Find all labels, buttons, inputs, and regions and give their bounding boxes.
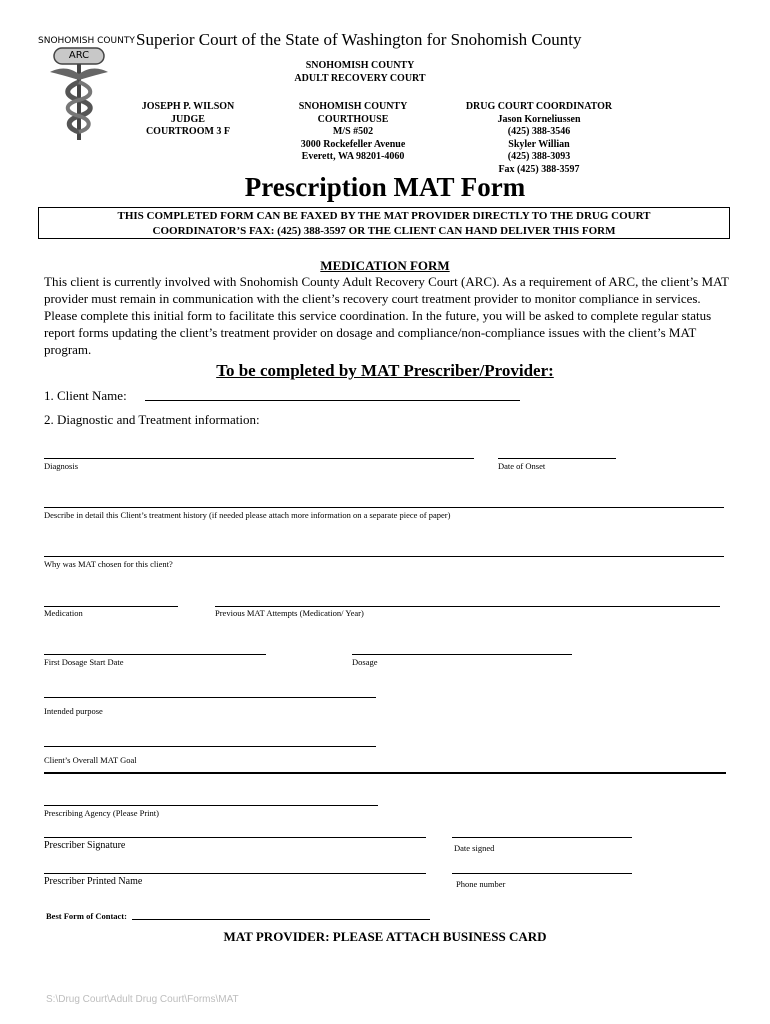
- coordinator-phone1: (425) 388-3546: [507, 126, 571, 137]
- county-line1: SNOHOMISH COUNTY: [305, 60, 415, 71]
- treatment-history-label: Describe in detail this Client’s treatment history (if needed please attach more information on a separate piece of paper): [44, 510, 451, 520]
- date-of-onset-field[interactable]: [498, 458, 616, 459]
- phone-number-label: Phone number: [456, 879, 506, 889]
- intended-purpose-label: Intended purpose: [44, 706, 103, 716]
- prescriber-signature-field[interactable]: [44, 837, 426, 838]
- section-divider: [44, 772, 726, 774]
- best-contact-row: [46, 911, 127, 921]
- judge-block: [128, 101, 248, 139]
- coordinator-block: [454, 101, 624, 176]
- previous-attempts-label: Previous MAT Attempts (Medication/ Year): [215, 608, 364, 618]
- courthouse-block: [268, 101, 438, 164]
- best-contact-field[interactable]: [132, 919, 430, 920]
- diagnostic-label: 2. Diagnostic and Treatment information:: [44, 412, 260, 427]
- prescriber-printed-name-label: Prescriber Printed Name: [44, 876, 143, 887]
- medication-form-intro: This client is currently involved with Snohomish County Adult Recovery Court (ARC). As a requirement of ARC, the client’s MAT provider must remain in communication with the client’s recovery court treatment provider to monitor compliance in services. Please complete this initial form to facilitate this service coordination. In the future, you will be asked to complete regular status report forms updating the client’s treatment provider on dosage and compliance/non-compliance issues with the client’s MAT program.: [44, 274, 729, 357]
- diagnosis-label: Diagnosis: [44, 461, 78, 471]
- treatment-history-field[interactable]: [44, 507, 724, 508]
- overall-goal-field[interactable]: [44, 746, 376, 747]
- arc-logo: [38, 36, 135, 144]
- logo-arc-text: ARC: [68, 50, 90, 61]
- county-line2: ADULT RECOVERY COURT: [294, 72, 426, 84]
- court-title: Superior Court of the State of Washington for Snohomish County: [136, 30, 582, 49]
- courthouse-line2: COURTHOUSE: [317, 113, 389, 125]
- client-name-label: [44, 388, 127, 404]
- coordinator-name1: Jason Korneliussen: [497, 113, 581, 125]
- intended-purpose-field[interactable]: [44, 697, 376, 698]
- best-contact-label: Best Form of Contact:: [46, 911, 127, 921]
- attach-business-card: MAT PROVIDER: PLEASE ATTACH BUSINESS CARD: [223, 929, 547, 944]
- prescribing-agency-label: Prescribing Agency (Please Print): [44, 808, 159, 818]
- coordinator-heading: DRUG COURT COORDINATOR: [465, 101, 613, 112]
- coordinator-phone2: (425) 388-3093: [507, 151, 571, 162]
- why-mat-field[interactable]: [44, 556, 724, 557]
- prescriber-signature-label: Prescriber Signature: [44, 840, 126, 851]
- coordinator-fax: Fax (425) 388-3597: [498, 163, 580, 175]
- dosage-field[interactable]: [352, 654, 572, 655]
- courthouse-line4: 3000 Rockefeller Avenue: [300, 138, 406, 150]
- why-mat-label: Why was MAT chosen for this client?: [44, 559, 173, 569]
- first-dosage-field[interactable]: [44, 654, 266, 655]
- form-title: Prescription MAT Form: [244, 172, 526, 202]
- prescribing-agency-field[interactable]: [44, 805, 378, 806]
- previous-attempts-field[interactable]: [215, 606, 720, 607]
- date-signed-label: Date signed: [454, 843, 495, 853]
- file-path: S:\Drug Court\Adult Drug Court\Forms\MAT: [46, 994, 239, 1005]
- judge-name: JOSEPH P. WILSON: [141, 101, 235, 112]
- notice-line1: THIS COMPLETED FORM CAN BE FAXED BY THE MAT PROVIDER DIRECTLY TO THE DRUG COURT: [117, 210, 651, 222]
- provider-section-heading: To be completed by MAT Prescriber/Provider:: [216, 361, 554, 380]
- judge-title: JUDGE: [171, 113, 205, 125]
- medication-label: Medication: [44, 608, 83, 618]
- judge-courtroom: COURTROOM 3 F: [145, 126, 231, 137]
- dosage-label: Dosage: [352, 657, 378, 667]
- courthouse-line5: Everett, WA 98201-4060: [301, 151, 405, 162]
- first-dosage-label: First Dosage Start Date: [44, 657, 124, 667]
- medication-form-heading: MEDICATION FORM: [320, 258, 450, 273]
- coordinator-name2: Skyler Willian: [508, 138, 570, 150]
- notice-box: [38, 207, 730, 239]
- courthouse-line3: M/S #502: [332, 126, 374, 137]
- client-name-field[interactable]: [145, 400, 520, 401]
- diagnosis-field[interactable]: [44, 458, 474, 459]
- date-signed-field[interactable]: [452, 837, 632, 838]
- medication-field[interactable]: [44, 606, 178, 607]
- courthouse-line1: SNOHOMISH COUNTY: [298, 101, 408, 112]
- client-name-text: 1. Client Name:: [44, 388, 127, 403]
- phone-number-field[interactable]: [452, 873, 632, 874]
- date-of-onset-label: Date of Onset: [498, 461, 546, 471]
- overall-goal-label: Client’s Overall MAT Goal: [44, 755, 137, 765]
- court-name-block: [260, 60, 460, 85]
- notice-line2: COORDINATOR’S FAX: (425) 388-3597 OR THE CLIENT CAN HAND DELIVER THIS FORM: [152, 225, 616, 237]
- prescriber-printed-name-field[interactable]: [44, 873, 426, 874]
- logo-county-text: SNOHOMISH COUNTY: [38, 36, 135, 46]
